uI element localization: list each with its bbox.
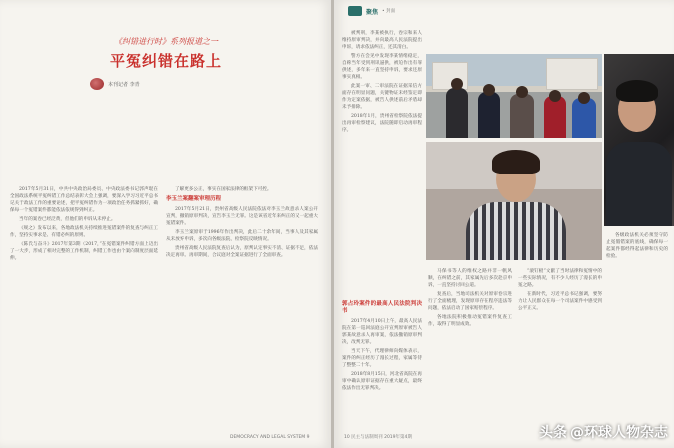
series-title: 《纠错进行时》系列报道之一: [114, 37, 218, 46]
subheading: 李玉兰案翻案审理历程: [166, 196, 222, 202]
person-head: [578, 92, 590, 104]
paragraph: 复查后，当地司法机关对原审卷宗进行了全面梳理，发现原审存在程序违法等问题，依法启动了国家赔偿程序。: [428, 292, 512, 311]
author-badge-icon: [90, 78, 104, 90]
platform-watermark: [539, 422, 668, 442]
person-figure: [544, 96, 566, 138]
right-column-4: [606, 232, 668, 428]
paragraph: “滚钉板”文献了当时法律和冤情中的一些实际情况，有不少人经历了漫长的申冤之路。: [518, 269, 602, 288]
paragraph: 各级政法机关必须坚守防止冤假错案的底线，确保每一起案件都经得起法律和历史的检验。: [606, 233, 668, 259]
paragraph: 马保书等人的维权之路并非一帆风顺，在纠错之前，其家属先后多次赴京申诉，一直坚持讨回公道。: [428, 269, 512, 288]
left-column-2: [166, 186, 318, 426]
photo-woman-portrait: [426, 142, 602, 260]
photo-family-group: [426, 54, 602, 138]
person-figure: [478, 92, 500, 138]
subheading: 郭占玲案件的最高人民法院判决书: [342, 301, 422, 314]
paragraph: 2018年1月，贵州省检察院依法提出再审检察建议，法院随即启动再审程序。: [342, 114, 422, 133]
person-hair: [616, 80, 658, 102]
right-column-1: [342, 30, 422, 292]
paragraph: 《规之》发布以来，各地政法机关持续推进冤错案件的复查与纠正工作，坚持实事求是、有错必纠的原则。: [10, 226, 158, 238]
person-head: [516, 86, 528, 98]
paragraph: 当年的案卷已经泛黄，但他们的申诉从未停止。: [19, 217, 116, 222]
person-head: [549, 90, 561, 102]
person-body: [606, 142, 672, 226]
right-folio: 10 民主与法制周刊 2019年第4期: [344, 435, 412, 440]
person-figure: [510, 94, 534, 138]
paragraph: 此案一审、二审法院在证据采信方面存在明显问题，关键物证未经鉴定即作为定案依据，被告人供述前后矛盾却未予排除。: [342, 84, 422, 110]
right-column-1-bottom: [342, 298, 422, 428]
paragraph: 2018年8月15日，河北省高院在再审中确认原审证据存在重大疑点，最终依法作出无罪判决。: [342, 372, 422, 391]
byline-text: 本刊记者 李青: [108, 81, 140, 88]
paragraph: 2017年5月21日，贵州省高级人民法院依法对李玉兰故意杀人案公开宣判，撤销原审判决，宣告李玉兰无罪。这是该省近年来纠正的又一起重大冤错案件。: [166, 207, 318, 226]
person-figure: [572, 98, 596, 138]
person-hair: [492, 150, 540, 174]
paragraph: 2017年4月10日上午，最高人民法院在第一巡回法庭公开宣判原审被告人郭某故意杀人再审案，依法撤销原审判决，改判无罪。: [342, 319, 422, 345]
building-shape: [546, 58, 598, 90]
person-body: [466, 202, 566, 260]
paragraph: 了解更多公正，事实在国家法律的框架下可控。: [175, 187, 272, 192]
right-page: [334, 0, 674, 448]
section-sub: • 封面: [382, 9, 396, 14]
paragraph: 各地法院积极推动冤错案件复查工作，取得了明显成效。: [428, 315, 512, 327]
paragraph: 2017年5月31日，中共中央政治局委员、中央政法委书记郭声琨在全国政法系统平冤纠错工作总结表彰大会上强调，要深入学习习近平总书记关于政法工作的重要论述，把平冤纠错作为一项政治任务抓紧抓好，确保每一个冤错案件都能依法依规得到纠正。: [10, 187, 158, 213]
left-folio: DEMOCRACY AND LEGAL SYSTEM 9: [230, 435, 310, 440]
paragraph: 在新时代，习近平总书记强调，要努力让人民群众在每一个司法案件中感受到公平正义。: [518, 292, 602, 311]
magazine-logo-icon: [348, 6, 362, 16]
paragraph: 李玉兰案原审于1996年作出判决，此后二十余年间，当事人及其家属从未放弃申诉，多次向各级法院、检察院反映情况。: [166, 230, 318, 242]
person-figure: [446, 88, 468, 138]
byline: [90, 78, 140, 90]
paragraph: 被判刑，李某被执行，卷宗和来人维持原审判决，并向最高人民法院提出申诉，请求依法纠正，还其清白。: [342, 31, 422, 50]
left-column-1: [10, 186, 158, 426]
watermark-prefix: 头条: [539, 425, 567, 441]
person-head: [483, 84, 495, 96]
person-head: [451, 78, 463, 90]
section-header: [348, 6, 395, 16]
paragraph: 贵州省高级人民法院复查后认为，原判认定事实不清、证据不足，依法决定再审。再审期间，合议庭对全案证据进行了全面审查。: [166, 246, 318, 258]
headline: 平冤纠错在路上: [109, 52, 222, 70]
paragraph: 《陈氏与奋斗》2017年第3期（2017，”在冤错案件纠错方面上迈出了一大步，形成了相对完整的工作机制，纠错工作也由个案向制度层面延伸。: [10, 242, 158, 261]
section-label: 聚焦: [366, 8, 379, 16]
watermark-handle: @环球人物杂志: [570, 425, 668, 441]
right-column-3: [518, 268, 602, 428]
photo-man-portrait: [604, 54, 674, 226]
paragraph: 当天下午，代理律师向媒体表示，案件的纠正经历了漫长过程，家属等待了整整二十年。: [342, 349, 422, 368]
paragraph: 警方在会见中发现李某情绪稳定，自称当年受到刑讯逼供，被迫作出有罪供述，多年来一直坚持申诉，要求还原事实真相。: [342, 54, 422, 80]
right-column-2: [428, 268, 512, 428]
left-page: [0, 0, 332, 448]
